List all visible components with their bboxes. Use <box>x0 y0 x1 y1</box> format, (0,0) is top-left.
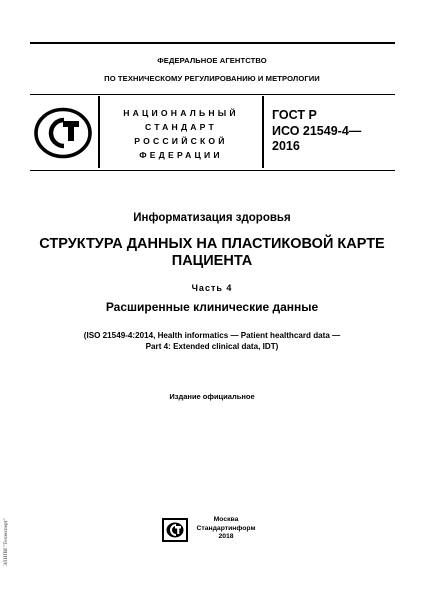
main-title-line: ПАЦИЕНТА <box>171 253 253 269</box>
agency-line-1: ФЕДЕРАЛЬНОЕ АГЕНТСТВО <box>157 56 267 65</box>
national-standard-label <box>110 106 252 162</box>
subtitle: Расширенные клинические данные <box>105 300 319 314</box>
side-watermark: ЭЛНПИ "Техэксперт" <box>3 518 9 566</box>
natl-line: ФЕДЕРАЦИИ <box>139 150 223 160</box>
main-title <box>0 236 424 270</box>
rule-lower <box>30 170 395 171</box>
standard-number-line: 2016 <box>272 139 300 153</box>
publisher-line: Стандартинформ <box>196 524 256 532</box>
standartinform-logo <box>162 518 188 542</box>
general-title: Информатизация здоровья <box>133 212 291 224</box>
edition-label: Издание официальное <box>169 392 255 401</box>
natl-line: НАЦИОНАЛЬНЫЙ <box>123 108 239 118</box>
natl-line: СТАНДАРТ <box>145 122 217 132</box>
publisher-line: Москва <box>213 516 239 523</box>
divider-left <box>98 96 100 168</box>
gost-r-logo <box>33 106 93 160</box>
part-label: Часть 4 <box>191 283 233 293</box>
standard-number <box>272 108 361 155</box>
divider-right <box>262 96 264 168</box>
publisher-block <box>196 516 256 542</box>
top-rule <box>30 42 395 44</box>
iso-reference <box>0 330 424 352</box>
standard-number-line: ГОСТ Р <box>272 108 317 122</box>
natl-line: РОССИЙСКОЙ <box>134 136 228 146</box>
iso-reference-line: Part 4: Extended clinical data, IDT) <box>145 342 279 351</box>
main-title-line: СТРУКТУРА ДАННЫХ НА ПЛАСТИКОВОЙ КАРТЕ <box>39 236 385 252</box>
publisher-line: 2018 <box>218 533 234 541</box>
iso-reference-line: (ISO 21549-4:2014, Health informatics — Patient healthcard data — <box>83 331 341 340</box>
rule-upper <box>30 94 395 95</box>
standard-number-line: ИСО 21549-4— <box>272 123 362 138</box>
agency-line-2: ПО ТЕХНИЧЕСКОМУ РЕГУЛИРОВАНИЮ И МЕТРОЛОГИИ <box>104 74 320 83</box>
